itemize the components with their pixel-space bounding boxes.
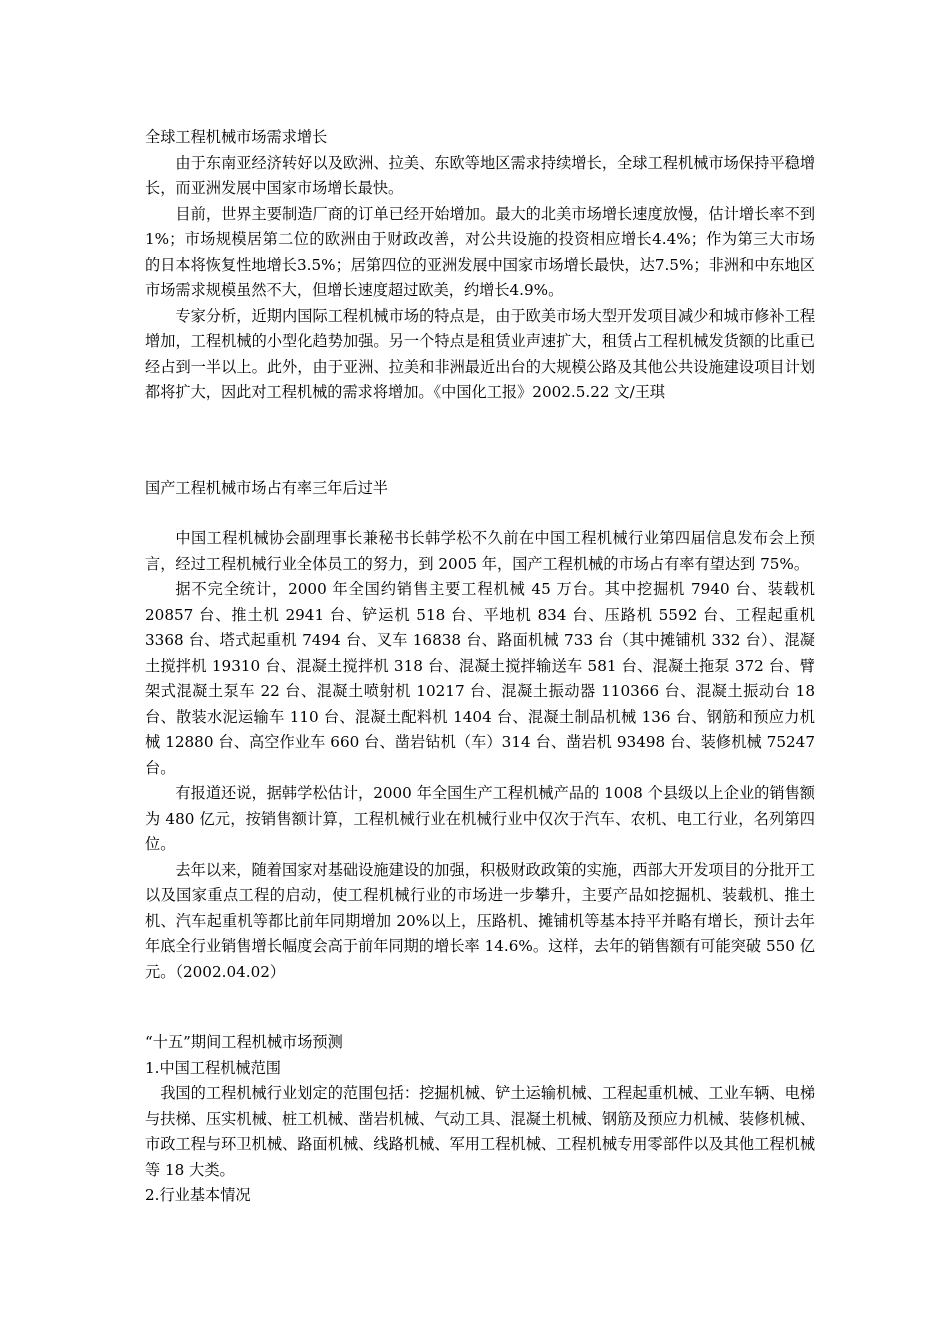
spacer xyxy=(145,501,815,526)
document-body xyxy=(145,125,815,1209)
article-paragraph: 由于东南亚经济转好以及欧洲、拉美、东欧等地区需求持续增长，全球工程机械市场保持平稳增长，而亚洲发展中国家市场增长最快。 xyxy=(145,153,815,197)
article-forecast xyxy=(145,1030,815,1209)
article-title: 国产工程机械市场占有率三年后过半 xyxy=(145,478,388,497)
article-global-market xyxy=(145,125,815,406)
spacer xyxy=(145,406,815,451)
section-title: 2.行业基本情况 xyxy=(145,1186,251,1204)
article-domestic-share xyxy=(145,476,815,986)
section-title: 1.中国工程机械范围 xyxy=(145,1058,281,1077)
article-paragraph: 据不完全统计，2000 年全国约销售主要工程机械 45 万台。其中挖掘机 7940 台、装载机 20857 台、推土机 2941 台、铲运机 518 台、平地机 834 台、压路机 5592 台、工程起重机 3368 台、塔式起重机 7494 台、叉车 16838 台、路面机械 733 台（其中摊铺机 332 台）、混凝土搅拌机 19310 台、混凝土搅拌机 318 台、混凝土搅拌输送车 581 台、混凝土拖泵 372 台、臂架式混凝土泵车 22 台、混凝土喷射机 10217 台、混凝土振动器 110366 台、混凝土振动台 18 台、散装水泥运输车 110 台、混凝土配料机 1404 台、混凝土制品机械 136 台、钢筋和预应力机械 12880 台、高空作业车 660 台、凿岩钻机（车）314 台、凿岩机 93498 台、装修机械 75247 台。 xyxy=(145,580,815,777)
article-paragraph: 中国工程机械协会副理事长兼秘书长韩学松不久前在中国工程机械行业第四届信息发布会上预言，经过工程机械行业全体员工的努力，到 2005 年，国产工程机械的市场占有率有望达到 75%。 xyxy=(145,529,815,573)
article-paragraph: 目前，世界主要制造厂商的订单已经开始增加。最大的北美市场增长速度放慢，估计增长率不到1%；市场规模居第二位的欧洲由于财政改善，对公共设施的投资相应增长4.4%；作为第三大市场的日本将恢复性地增长3.5%；居第四位的亚洲发展中国家市场增长最快，达7.5%；非洲和中东地区市场需求规模虽然不大，但增长速度超过欧美，约增长4.9%。 xyxy=(145,204,815,299)
article-paragraph: 去年以来，随着国家对基础设施建设的加强，积极财政政策的实施，西部大开发项目的分批开工以及国家重点工程的启动，使工程机械行业的市场进一步攀升，主要产品如挖掘机、装载机、推土机、汽车起重机等都比前年同期增加 20%以上，压路机、摊铺机等基本持平并略有增长，预计去年年底全行业销售增长幅度会高于前年同期的增长率 14.6%。这样，去年的销售额有可能突破 550 亿元。（2002.04.02） xyxy=(145,860,815,981)
article-title: 全球工程机械市场需求增长 xyxy=(145,128,328,146)
spacer xyxy=(145,985,815,1030)
article-paragraph: 专家分析，近期内国际工程机械市场的特点是，由于欧美市场大型开发项目减少和城市修补工程增加，工程机械的小型化趋势加强。另一个特点是租赁业声速扩大，租赁占工程机械发货额的比重已经占到一半以上。此外，由于亚洲、拉美和非洲最近出台的大规模公路及其他公共设施建设项目计划都将扩大，因此对工程机械的需求将增加。《中国化工报》2002.5.22 文/王琪 xyxy=(145,306,815,401)
spacer xyxy=(145,451,815,476)
article-paragraph: 有报道还说，据韩学松估计，2000 年全国生产工程机械产品的 1008 个县级以上企业的销售额为 480 亿元，按销售额计算，工程机械行业在机械行业中仅次于汽车、农机、电工行业，名列第四位。 xyxy=(145,784,815,853)
article-paragraph: 我国的工程机械行业划定的范围包括：挖掘机械、铲土运输机械、工程起重机械、工业车辆、电梯与扶梯、压实机械、桩工机械、凿岩机械、气动工具、混凝土机械、钢筋及预应力机械、装修机械、市政工程与环卫机械、路面机械、线路机械、军用工程机械、工程机械专用零部件以及其他工程机械等 18 大类。 xyxy=(145,1084,815,1179)
article-title: “十五”期间工程机械市场预测 xyxy=(145,1033,343,1051)
